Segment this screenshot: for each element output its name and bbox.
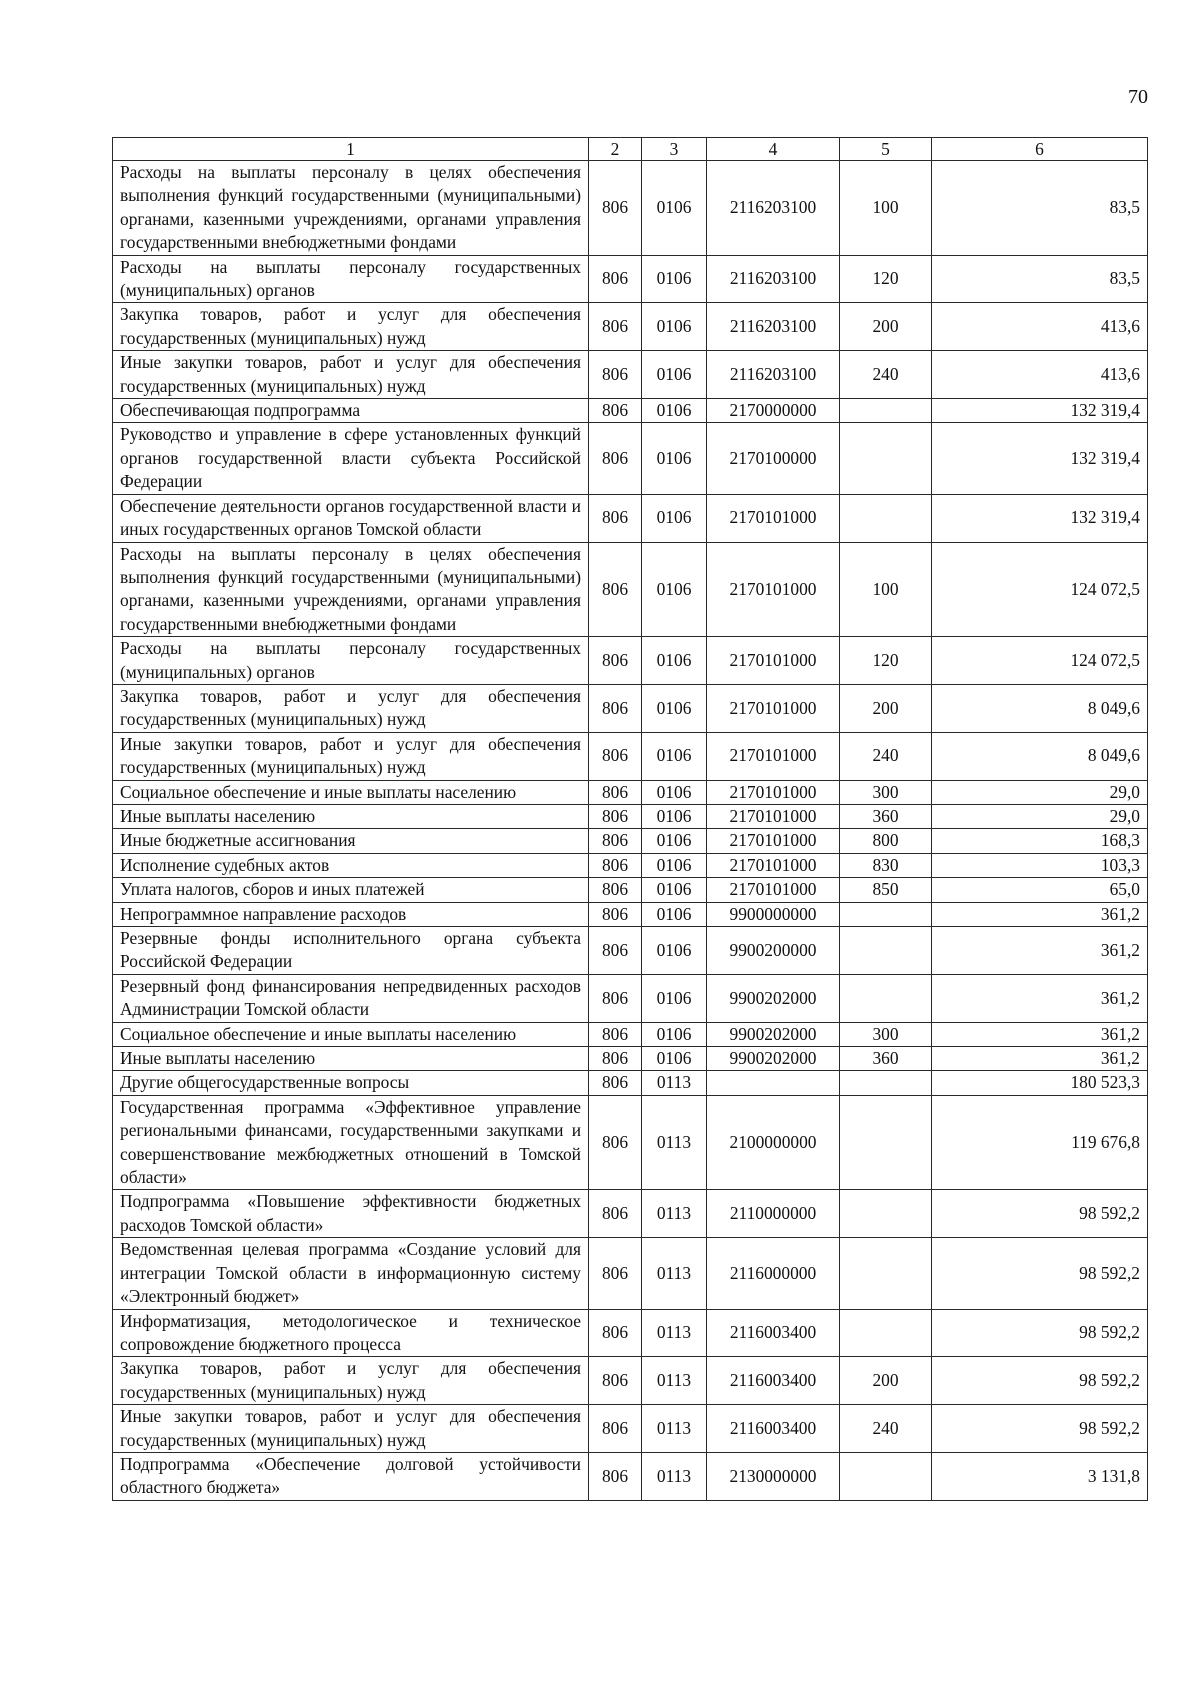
table-row [113, 423, 1148, 494]
table-row [113, 732, 1148, 780]
row-vr-code [840, 1238, 932, 1309]
row-vr-code [840, 399, 932, 423]
row-csr-code: 2170101000 [707, 637, 840, 685]
row-rz-code: 0106 [642, 804, 707, 828]
row-vr-code [840, 1095, 932, 1190]
header-row [113, 138, 1148, 161]
row-name: Иные закупки товаров, работ и услуг для обеспечения государственных (муниципальных) нужд [113, 1405, 589, 1453]
row-csr-code: 9900200000 [707, 927, 840, 975]
row-name: Другие общегосударственные вопросы [113, 1071, 589, 1095]
row-rz-code: 0106 [642, 1047, 707, 1071]
row-rz-code: 0113 [642, 1309, 707, 1357]
row-gr-code: 806 [589, 804, 642, 828]
row-vr-code [840, 927, 932, 975]
row-name: Расходы на выплаты персоналу в целях обеспечения выполнения функций государственными (муниципальными) органами, казенными учреждениями, органами управления государственными внебюджетными фондами [113, 542, 589, 637]
table-row [113, 1022, 1148, 1046]
row-name: Обеспечение деятельности органов государственной власти и иных государственных органов Томской области [113, 494, 589, 542]
row-csr-code: 2130000000 [707, 1452, 840, 1500]
row-name: Ведомственная целевая программа «Создание условий для интеграции Томской области в информационную систему «Электронный бюджет» [113, 1238, 589, 1309]
row-name: Информатизация, методологическое и техническое сопровождение бюджетного процесса [113, 1309, 589, 1357]
table-row [113, 542, 1148, 637]
row-rz-code: 0106 [642, 423, 707, 494]
row-vr-code: 830 [840, 853, 932, 877]
row-vr-code: 200 [840, 684, 932, 732]
row-csr-code [707, 1071, 840, 1095]
row-amount: 98 592,2 [932, 1405, 1148, 1453]
row-gr-code: 806 [589, 494, 642, 542]
row-gr-code: 806 [589, 161, 642, 256]
page-number: 70 [1128, 86, 1148, 108]
row-vr-code [840, 1071, 932, 1095]
table-row [113, 878, 1148, 902]
row-rz-code: 0106 [642, 684, 707, 732]
row-name: Иные выплаты населению [113, 1047, 589, 1071]
row-name: Иные выплаты населению [113, 804, 589, 828]
row-rz-code: 0106 [642, 399, 707, 423]
table-row [113, 303, 1148, 351]
row-rz-code: 0106 [642, 351, 707, 399]
row-vr-code: 240 [840, 732, 932, 780]
row-name: Резервные фонды исполнительного органа субъекта Российской Федерации [113, 927, 589, 975]
row-vr-code: 360 [840, 1047, 932, 1071]
row-csr-code: 2170101000 [707, 878, 840, 902]
row-csr-code: 2116003400 [707, 1405, 840, 1453]
row-csr-code: 2110000000 [707, 1190, 840, 1238]
row-amount: 65,0 [932, 878, 1148, 902]
row-amount: 29,0 [932, 780, 1148, 804]
table-row [113, 1309, 1148, 1357]
row-gr-code: 806 [589, 351, 642, 399]
row-amount: 124 072,5 [932, 542, 1148, 637]
row-amount: 8 049,6 [932, 684, 1148, 732]
row-gr-code: 806 [589, 399, 642, 423]
row-gr-code: 806 [589, 732, 642, 780]
row-rz-code: 0113 [642, 1238, 707, 1309]
row-name: Резервный фонд финансирования непредвиденных расходов Администрации Томской области [113, 974, 589, 1022]
row-name: Подпрограмма «Повышение эффективности бюджетных расходов Томской области» [113, 1190, 589, 1238]
row-csr-code: 9900202000 [707, 1022, 840, 1046]
row-name: Исполнение судебных актов [113, 853, 589, 877]
row-csr-code: 2100000000 [707, 1095, 840, 1190]
table-row [113, 161, 1148, 256]
row-rz-code: 0106 [642, 927, 707, 975]
table-row [113, 684, 1148, 732]
row-csr-code: 2170101000 [707, 853, 840, 877]
header-col-1: 1 [113, 138, 589, 161]
table-header [113, 138, 1148, 161]
row-csr-code: 9900000000 [707, 902, 840, 926]
table-row [113, 1405, 1148, 1453]
row-amount: 83,5 [932, 161, 1148, 256]
row-vr-code [840, 1190, 932, 1238]
row-vr-code: 200 [840, 303, 932, 351]
row-vr-code: 300 [840, 1022, 932, 1046]
row-amount: 98 592,2 [932, 1357, 1148, 1405]
row-gr-code: 806 [589, 829, 642, 853]
row-amount: 361,2 [932, 974, 1148, 1022]
row-gr-code: 806 [589, 1071, 642, 1095]
table-row [113, 1047, 1148, 1071]
row-name: Социальное обеспечение и иные выплаты населению [113, 780, 589, 804]
row-amount: 119 676,8 [932, 1095, 1148, 1190]
row-csr-code: 2170101000 [707, 684, 840, 732]
row-gr-code: 806 [589, 542, 642, 637]
row-rz-code: 0106 [642, 853, 707, 877]
row-gr-code: 806 [589, 423, 642, 494]
row-gr-code: 806 [589, 1047, 642, 1071]
row-amount: 361,2 [932, 927, 1148, 975]
row-gr-code: 806 [589, 1405, 642, 1453]
row-gr-code: 806 [589, 1452, 642, 1500]
row-amount: 29,0 [932, 804, 1148, 828]
row-name: Подпрограмма «Обеспечение долговой устойчивости областного бюджета» [113, 1452, 589, 1500]
table-row [113, 637, 1148, 685]
table-row [113, 1095, 1148, 1190]
row-name: Непрограммное направление расходов [113, 902, 589, 926]
row-name: Закупка товаров, работ и услуг для обеспечения государственных (муниципальных) нужд [113, 303, 589, 351]
table-row [113, 399, 1148, 423]
row-csr-code: 2116203100 [707, 255, 840, 303]
row-csr-code: 2170101000 [707, 732, 840, 780]
table-row [113, 1071, 1148, 1095]
row-amount: 98 592,2 [932, 1238, 1148, 1309]
table-body [113, 161, 1148, 1501]
row-amount: 132 319,4 [932, 399, 1148, 423]
table-row [113, 780, 1148, 804]
table-row [113, 853, 1148, 877]
row-rz-code: 0106 [642, 637, 707, 685]
row-csr-code: 2170100000 [707, 423, 840, 494]
row-name: Уплата налогов, сборов и иных платежей [113, 878, 589, 902]
table-row [113, 902, 1148, 926]
table-row [113, 494, 1148, 542]
table-row [113, 804, 1148, 828]
row-csr-code: 2116203100 [707, 161, 840, 256]
table-row [113, 1452, 1148, 1500]
row-csr-code: 2170101000 [707, 542, 840, 637]
row-vr-code: 200 [840, 1357, 932, 1405]
header-col-6: 6 [932, 138, 1148, 161]
row-rz-code: 0106 [642, 902, 707, 926]
row-rz-code: 0106 [642, 878, 707, 902]
row-csr-code: 2116203100 [707, 303, 840, 351]
row-csr-code: 2116003400 [707, 1309, 840, 1357]
row-gr-code: 806 [589, 1309, 642, 1357]
row-amount: 132 319,4 [932, 494, 1148, 542]
row-csr-code: 9900202000 [707, 974, 840, 1022]
table-row [113, 1190, 1148, 1238]
row-csr-code: 2116203100 [707, 351, 840, 399]
table-row [113, 927, 1148, 975]
row-vr-code: 300 [840, 780, 932, 804]
header-col-2: 2 [589, 138, 642, 161]
row-rz-code: 0113 [642, 1071, 707, 1095]
header-col-4: 4 [707, 138, 840, 161]
row-rz-code: 0113 [642, 1095, 707, 1190]
row-gr-code: 806 [589, 1238, 642, 1309]
row-name: Расходы на выплаты персоналу в целях обеспечения выполнения функций государственными (муниципальными) органами, казенными учреждениями, органами управления государственными внебюджетными фондами [113, 161, 589, 256]
row-rz-code: 0106 [642, 974, 707, 1022]
row-vr-code: 240 [840, 1405, 932, 1453]
row-rz-code: 0106 [642, 829, 707, 853]
row-amount: 83,5 [932, 255, 1148, 303]
row-gr-code: 806 [589, 684, 642, 732]
row-vr-code [840, 1309, 932, 1357]
row-vr-code: 850 [840, 878, 932, 902]
row-vr-code: 100 [840, 542, 932, 637]
row-rz-code: 0106 [642, 494, 707, 542]
row-rz-code: 0113 [642, 1405, 707, 1453]
row-gr-code: 806 [589, 255, 642, 303]
row-amount: 361,2 [932, 1047, 1148, 1071]
row-gr-code: 806 [589, 1022, 642, 1046]
row-name: Расходы на выплаты персоналу государственных (муниципальных) органов [113, 255, 589, 303]
row-vr-code: 360 [840, 804, 932, 828]
row-gr-code: 806 [589, 902, 642, 926]
row-vr-code [840, 1452, 932, 1500]
row-rz-code: 0106 [642, 542, 707, 637]
header-col-3: 3 [642, 138, 707, 161]
row-amount: 413,6 [932, 303, 1148, 351]
row-name: Закупка товаров, работ и услуг для обеспечения государственных (муниципальных) нужд [113, 684, 589, 732]
row-vr-code: 120 [840, 255, 932, 303]
row-name: Руководство и управление в сфере установленных функций органов государственной власти субъекта Российской Федерации [113, 423, 589, 494]
row-rz-code: 0113 [642, 1190, 707, 1238]
row-amount: 124 072,5 [932, 637, 1148, 685]
row-name: Обеспечивающая подпрограмма [113, 399, 589, 423]
row-gr-code: 806 [589, 637, 642, 685]
row-vr-code: 240 [840, 351, 932, 399]
row-csr-code: 2116003400 [707, 1357, 840, 1405]
row-vr-code [840, 974, 932, 1022]
row-rz-code: 0106 [642, 1022, 707, 1046]
row-rz-code: 0106 [642, 780, 707, 804]
row-vr-code [840, 902, 932, 926]
table-row [113, 1238, 1148, 1309]
row-gr-code: 806 [589, 878, 642, 902]
row-vr-code: 800 [840, 829, 932, 853]
row-amount: 132 319,4 [932, 423, 1148, 494]
row-gr-code: 806 [589, 1357, 642, 1405]
table-row [113, 974, 1148, 1022]
row-amount: 168,3 [932, 829, 1148, 853]
row-amount: 103,3 [932, 853, 1148, 877]
row-csr-code: 2170101000 [707, 804, 840, 828]
budget-table [112, 137, 1148, 1501]
row-gr-code: 806 [589, 853, 642, 877]
row-gr-code: 806 [589, 303, 642, 351]
row-name: Закупка товаров, работ и услуг для обеспечения государственных (муниципальных) нужд [113, 1357, 589, 1405]
row-gr-code: 806 [589, 974, 642, 1022]
row-amount: 413,6 [932, 351, 1148, 399]
row-csr-code: 2116000000 [707, 1238, 840, 1309]
row-amount: 180 523,3 [932, 1071, 1148, 1095]
row-gr-code: 806 [589, 1095, 642, 1190]
row-amount: 361,2 [932, 902, 1148, 926]
row-rz-code: 0106 [642, 255, 707, 303]
row-csr-code: 2170101000 [707, 780, 840, 804]
row-amount: 3 131,8 [932, 1452, 1148, 1500]
row-rz-code: 0113 [642, 1357, 707, 1405]
row-name: Расходы на выплаты персоналу государственных (муниципальных) органов [113, 637, 589, 685]
row-rz-code: 0106 [642, 732, 707, 780]
row-name: Социальное обеспечение и иные выплаты населению [113, 1022, 589, 1046]
row-gr-code: 806 [589, 927, 642, 975]
table-row [113, 1357, 1148, 1405]
row-rz-code: 0113 [642, 1452, 707, 1500]
row-vr-code: 100 [840, 161, 932, 256]
row-name: Иные закупки товаров, работ и услуг для обеспечения государственных (муниципальных) нужд [113, 732, 589, 780]
row-csr-code: 2170000000 [707, 399, 840, 423]
table-row [113, 351, 1148, 399]
row-amount: 98 592,2 [932, 1309, 1148, 1357]
table-row [113, 829, 1148, 853]
row-name: Иные закупки товаров, работ и услуг для обеспечения государственных (муниципальных) нужд [113, 351, 589, 399]
row-gr-code: 806 [589, 780, 642, 804]
row-rz-code: 0106 [642, 303, 707, 351]
row-amount: 8 049,6 [932, 732, 1148, 780]
row-csr-code: 9900202000 [707, 1047, 840, 1071]
row-csr-code: 2170101000 [707, 494, 840, 542]
row-amount: 361,2 [932, 1022, 1148, 1046]
row-rz-code: 0106 [642, 161, 707, 256]
row-vr-code: 120 [840, 637, 932, 685]
row-vr-code [840, 423, 932, 494]
row-name: Государственная программа «Эффективное управление региональными финансами, государственными закупками и совершенствование межбюджетных отношений в Томской области» [113, 1095, 589, 1190]
row-csr-code: 2170101000 [707, 829, 840, 853]
row-gr-code: 806 [589, 1190, 642, 1238]
table-row [113, 255, 1148, 303]
row-amount: 98 592,2 [932, 1190, 1148, 1238]
header-col-5: 5 [840, 138, 932, 161]
row-vr-code [840, 494, 932, 542]
row-name: Иные бюджетные ассигнования [113, 829, 589, 853]
